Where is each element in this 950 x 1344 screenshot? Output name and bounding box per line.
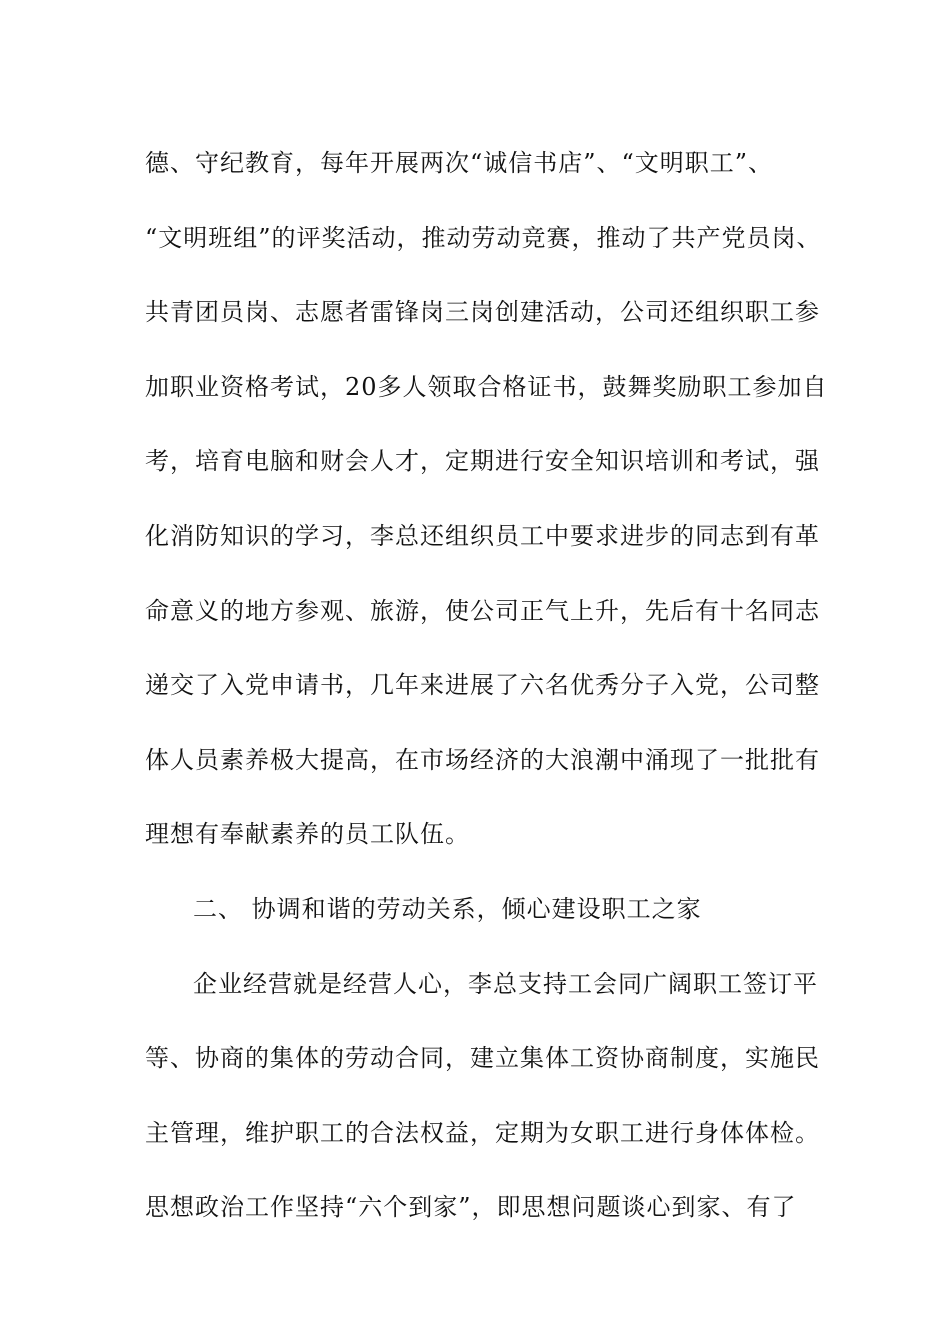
document-body	[145, 126, 828, 1245]
paragraph-first-line: 企业经营就是经营人心，李总支持工会同广阔职工签订平	[193, 969, 818, 998]
body-line: 化消防知识的学习，李总还组织员工中要求进步的同志到有革	[145, 521, 820, 550]
body-line: 共青团员岗、志愿者雷锋岗三岗创建活动，公司还组织职工参	[145, 298, 820, 327]
body-line: “文明班组”的评奖活动，推动劳动竞赛，推动了共产党员岗、	[145, 223, 822, 252]
body-line: 德、守纪教育，每年开展两次“诚信书店”、“文明职工”、	[145, 149, 774, 177]
body-line: 考，培育电脑和财会人才，定期进行安全知识培训和考试，强	[145, 447, 820, 476]
body-line: 加职业资格考试，20多人领取合格证书，鼓舞奖励职工参加自	[145, 372, 828, 401]
body-line: 理想有奉献素养的员工队伍。	[145, 820, 470, 849]
body-line: 等、协商的集体的劳动合同，建立集体工资协商制度，实施民	[145, 1044, 820, 1073]
body-line: 体人员素养极大提高，在市场经济的大浪潮中涌现了一批批有	[145, 745, 820, 774]
section-heading: 二、 协调和谐的劳动关系，倾心建设职工之家	[193, 894, 702, 923]
body-line: 思想政治工作坚持“六个到家”，即思想问题谈心到家、有了	[145, 1193, 797, 1222]
body-line: 递交了入党申请书，几年来进展了六名优秀分子入党，公司整	[145, 671, 820, 700]
body-line: 主管理，维护职工的合法权益，定期为女职工进行身体体检。	[145, 1118, 820, 1147]
body-line: 命意义的地方参观、旅游，使公司正气上升，先后有十名同志	[145, 596, 820, 625]
